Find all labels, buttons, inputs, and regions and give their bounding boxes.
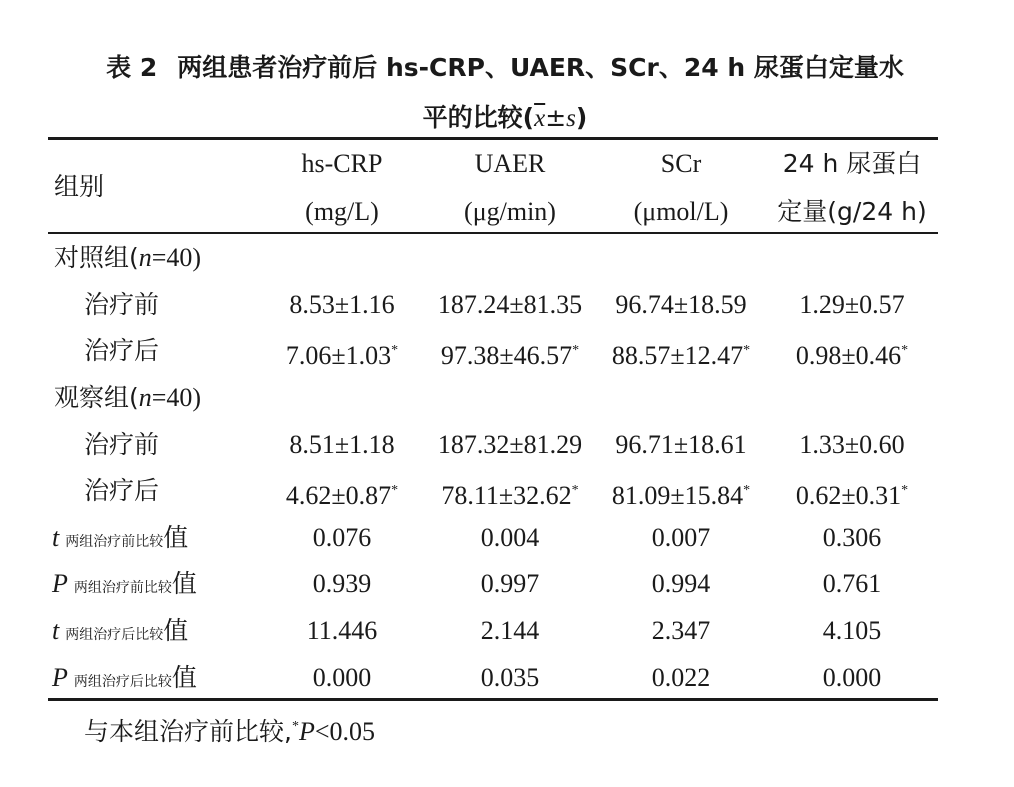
row-label: 治疗前 [84,290,160,319]
group-control-label [54,243,201,273]
stat-symbol: t [52,523,60,552]
cell-value: 8.53±1.16 [289,290,395,319]
header-col2-name: UAER [474,149,546,178]
table-cell [425,290,595,320]
footnote-text: 与本组治疗前比较, [84,717,292,746]
stat-symbol: t [52,616,60,645]
table-number: 表 2 [106,53,158,82]
stat-cell: 4.105 [822,616,882,645]
stat-cell: 0.994 [651,569,711,598]
stat-label [52,616,188,650]
stat-subscript: 两组治疗前比较 [65,534,164,550]
cell-value: 187.24±81.35 [437,290,583,319]
stat-label [52,663,197,697]
stat-symbol: P [52,663,68,692]
table-cell [772,476,932,511]
stat-subscript: 两组治疗后比较 [65,627,164,643]
cell-value: 4.62±0.87 [285,481,392,510]
table-cell [600,476,762,511]
cell-value: 96.71±18.61 [615,430,747,459]
cell-value: 0.62±0.31 [795,481,902,510]
stat-symbol: P [52,569,68,598]
cell-value: 97.38±46.57 [440,341,573,370]
table-cell [772,430,932,460]
stat-cell: 0.035 [480,663,540,692]
cell-value: 1.33±0.60 [799,430,905,459]
cell-value: 1.29±0.57 [799,290,905,319]
table-cell [600,336,762,371]
cell-value: 8.51±1.18 [289,430,395,459]
footnote-p: P [298,717,315,746]
table-title-text: 两组患者治疗前后 hs-CRP、UAER、SCr、24 h 尿蛋白定量水 [177,53,904,82]
top-rule [48,137,938,140]
significance-star: * [743,483,751,498]
table-cell [274,290,410,320]
stat-cell: 0.076 [312,523,372,552]
stat-cell: 0.004 [480,523,540,552]
stat-label [52,523,188,557]
stat-tail: 值 [171,663,197,692]
cell-value: 96.74±18.59 [615,290,747,319]
stat-cell: 0.997 [480,569,540,598]
title-plusminus: ± [545,103,567,132]
row-label: 治疗后 [84,476,160,505]
group-observe-n: n [138,383,152,412]
stat-cell: 11.446 [306,616,378,645]
cell-value: 187.32±81.29 [437,430,583,459]
table-cell [425,476,595,511]
stat-tail: 值 [171,569,197,598]
group-observe-count: =40) [151,383,202,412]
stat-cell: 2.347 [651,616,711,645]
stat-tail: 值 [163,523,189,552]
title-line2-prefix: 平的比较( [422,103,535,132]
footnote [84,712,375,747]
row-label: 治疗前 [84,430,160,459]
title-sd-symbol: s [566,105,576,132]
stat-subscript: 两组治疗后比较 [73,674,172,690]
footnote-star: * [291,719,299,734]
cell-value: 81.09±15.84 [611,481,744,510]
group-observe-label [54,383,201,413]
table-cell [274,430,410,460]
group-control-name: 对照组( [54,243,139,272]
table-cell [274,476,410,511]
header-col4-name: 24 h 尿蛋白 [782,149,922,178]
title-mean-symbol: $\overline{x}$ [534,105,546,132]
stat-label [52,569,197,603]
table-cell [772,336,932,371]
stat-cell: 0.306 [822,523,882,552]
group-control-n: n [138,243,152,272]
header-col4-unit: 定量(g/24 h) [777,197,927,226]
table-cell [274,336,410,371]
group-observe-name: 观察组( [54,383,139,412]
stat-cell: 0.000 [822,663,882,692]
significance-star: * [901,343,909,358]
significance-star: * [572,343,580,358]
stat-cell: 2.144 [480,616,540,645]
stat-cell: 0.761 [822,569,882,598]
header-col2-unit: (μg/min) [464,197,556,226]
table-cell [600,430,762,460]
footnote-cond: <0.05 [314,717,376,746]
stat-cell: 0.000 [312,663,372,692]
table-cell [772,290,932,320]
significance-star: * [743,343,751,358]
table-cell [425,430,595,460]
stat-cell: 0.022 [651,663,711,692]
bottom-rule [48,698,938,701]
stat-cell: 0.007 [651,523,711,552]
header-col3-name: SCr [660,149,702,178]
header-col1-name: hs-CRP [301,149,383,178]
significance-star: * [391,343,399,358]
stat-cell: 0.939 [312,569,372,598]
title-line2-suffix: ) [575,103,588,132]
cell-value: 7.06±1.03 [285,341,392,370]
significance-star: * [901,483,909,498]
table-cell [600,290,762,320]
cell-value: 78.11±32.62 [441,481,572,510]
header-col3-unit: (μmol/L) [633,197,729,226]
stat-subscript: 两组治疗前比较 [73,580,172,596]
group-control-count: =40) [151,243,202,272]
table-title-line2 [30,98,980,134]
table-title-line1 [30,48,980,84]
cell-value: 0.98±0.46 [795,341,902,370]
stat-tail: 值 [163,616,189,645]
row-label: 治疗后 [84,336,160,365]
significance-star: * [571,483,579,498]
header-col1-unit: (mg/L) [305,197,379,226]
cell-value: 88.57±12.47 [611,341,744,370]
significance-star: * [391,483,399,498]
header-rule [48,232,938,234]
header-group: 组别 [54,172,105,201]
table-cell [425,336,595,371]
